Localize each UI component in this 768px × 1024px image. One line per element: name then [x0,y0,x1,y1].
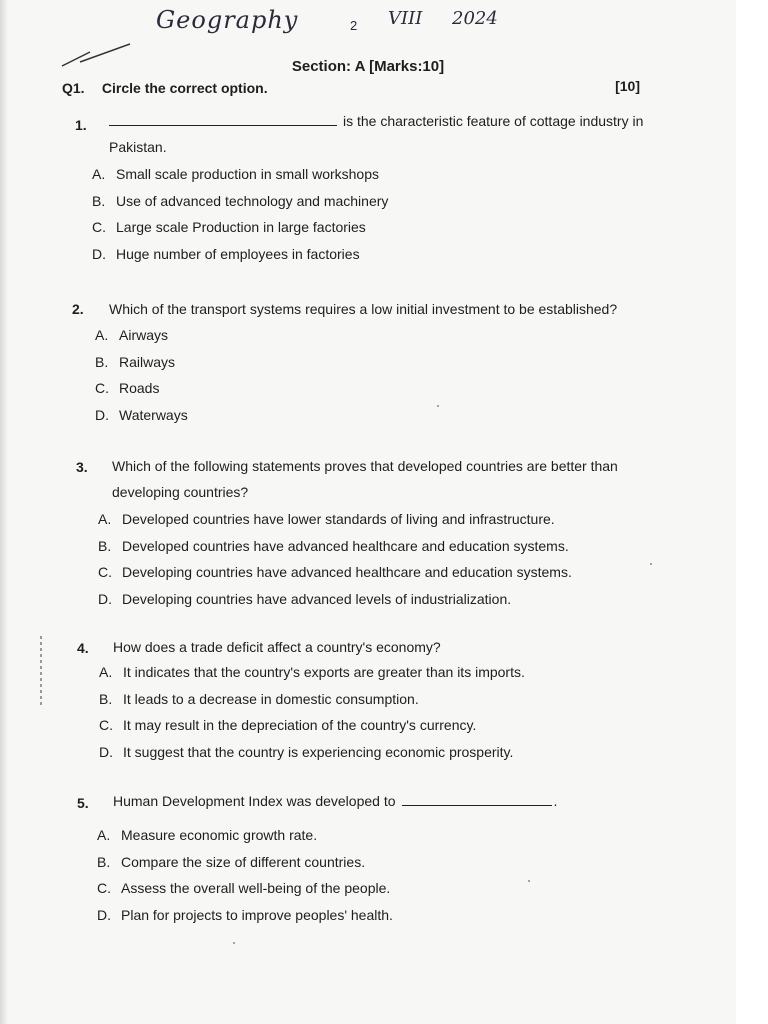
option-letter: C. [97,880,111,896]
option-text: Waterways [119,406,188,423]
option-letter: C. [92,219,106,235]
options-list [98,506,572,612]
question-text-content: is the characteristic feature of cottage industry in Pakistan. [109,113,644,155]
option-text: Plan for projects to improve peoples' health. [121,906,393,923]
question-number: 5. [77,795,89,811]
option-text: Compare the size of different countries. [121,853,366,870]
handwritten-subject: Geography [156,6,299,34]
option-b[interactable] [92,188,388,215]
option-text: It suggest that the country is experiencing economic prosperity. [123,743,514,760]
option-text: Small scale production in small workshops [116,166,379,182]
option-c[interactable] [99,712,525,739]
option-b[interactable] [99,686,525,713]
option-text: Assess the overall well-being of the people. [121,880,391,896]
scan-speck [650,563,652,565]
option-letter: D. [97,906,111,923]
option-letter: A. [98,511,112,527]
option-a[interactable] [99,659,525,686]
option-text: Developing countries have advanced healthcare and education systems. [122,564,572,580]
option-d[interactable] [97,902,393,929]
option-letter: D. [99,743,113,760]
option-letter: A. [95,327,109,343]
scan-speck [233,942,235,944]
option-c[interactable] [97,875,393,902]
option-a[interactable] [98,506,572,533]
section-marks: [10] [615,78,640,94]
scan-margin [736,0,768,1024]
question-instruction: Circle the correct option. [101,80,268,96]
option-text: Railways [119,353,176,370]
options-list [97,822,393,928]
scan-speck [528,880,530,882]
scan-speck [437,405,439,407]
question-number: 3. [76,459,88,475]
question-number: 4. [77,640,89,656]
question-text [109,108,689,160]
question-number: 1. [75,117,87,133]
option-text: It indicates that the country's exports are greater than its imports. [123,664,525,680]
option-letter: D. [92,245,106,262]
option-letter: C. [99,717,113,733]
option-text: Large scale Production in large factories [116,219,366,235]
question-text-content: Human Development Index was developed to [113,793,396,809]
option-letter: D. [95,406,109,423]
question-text: Which of the following statements proves that developed countries are better than developing countries? [112,458,618,500]
option-letter: A. [99,664,113,680]
option-letter: A. [92,166,106,182]
question-text: Which of the transport systems requires a low initial investment to be established? [109,301,618,317]
fill-in-blank[interactable] [109,113,337,126]
option-letter: C. [95,380,109,396]
option-text: Measure economic growth rate. [121,827,318,843]
question-text: How does a trade deficit affect a country's economy? [113,639,441,655]
option-d[interactable] [95,402,188,429]
option-letter: B. [97,853,111,870]
option-text: Huge number of employees in factories [116,245,360,262]
option-c[interactable] [95,375,188,402]
fill-in-blank[interactable] [402,793,552,806]
option-text: Use of advanced technology and machinery [116,192,389,209]
option-d[interactable] [98,586,572,613]
options-list [95,322,188,428]
binding-mark [40,636,42,706]
option-b[interactable] [97,849,393,876]
option-c[interactable] [98,559,572,586]
question-heading [62,80,268,96]
section-title: Section: A [Marks:10] [291,58,445,75]
option-a[interactable] [95,322,188,349]
question-text-end: . [553,793,558,809]
options-list [99,659,525,765]
option-letter: C. [98,564,112,580]
question-number: 2. [72,301,84,317]
option-letter: B. [95,353,109,370]
page-number: 2 [350,18,358,33]
option-text: Developed countries have advanced healthcare and education systems. [122,537,569,554]
option-letter: B. [99,690,113,707]
option-a[interactable] [97,822,393,849]
option-text: Developed countries have lower standards of living and infrastructure. [122,511,555,527]
option-text: It may result in the depreciation of the country's currency. [123,717,477,733]
option-letter: B. [92,192,106,209]
option-letter: D. [98,590,112,607]
option-text: It leads to a decrease in domestic consumption. [123,690,419,707]
question-heading-number: Q1. [62,80,85,96]
question-text [113,788,673,814]
option-letter: A. [97,827,111,843]
handwritten-class: VIII [388,8,423,29]
option-c[interactable] [92,214,388,241]
paper-edge-shadow [0,0,8,1024]
option-letter: B. [98,537,112,554]
option-b[interactable] [95,349,188,376]
option-a[interactable] [92,161,388,188]
option-text: Roads [119,380,160,396]
option-text: Airways [119,327,169,343]
options-list [92,161,388,267]
option-b[interactable] [98,533,572,560]
option-d[interactable] [99,739,525,766]
handwritten-year: 2024 [452,8,498,29]
option-d[interactable] [92,241,388,268]
option-text: Developing countries have advanced levels of industrialization. [122,590,512,607]
